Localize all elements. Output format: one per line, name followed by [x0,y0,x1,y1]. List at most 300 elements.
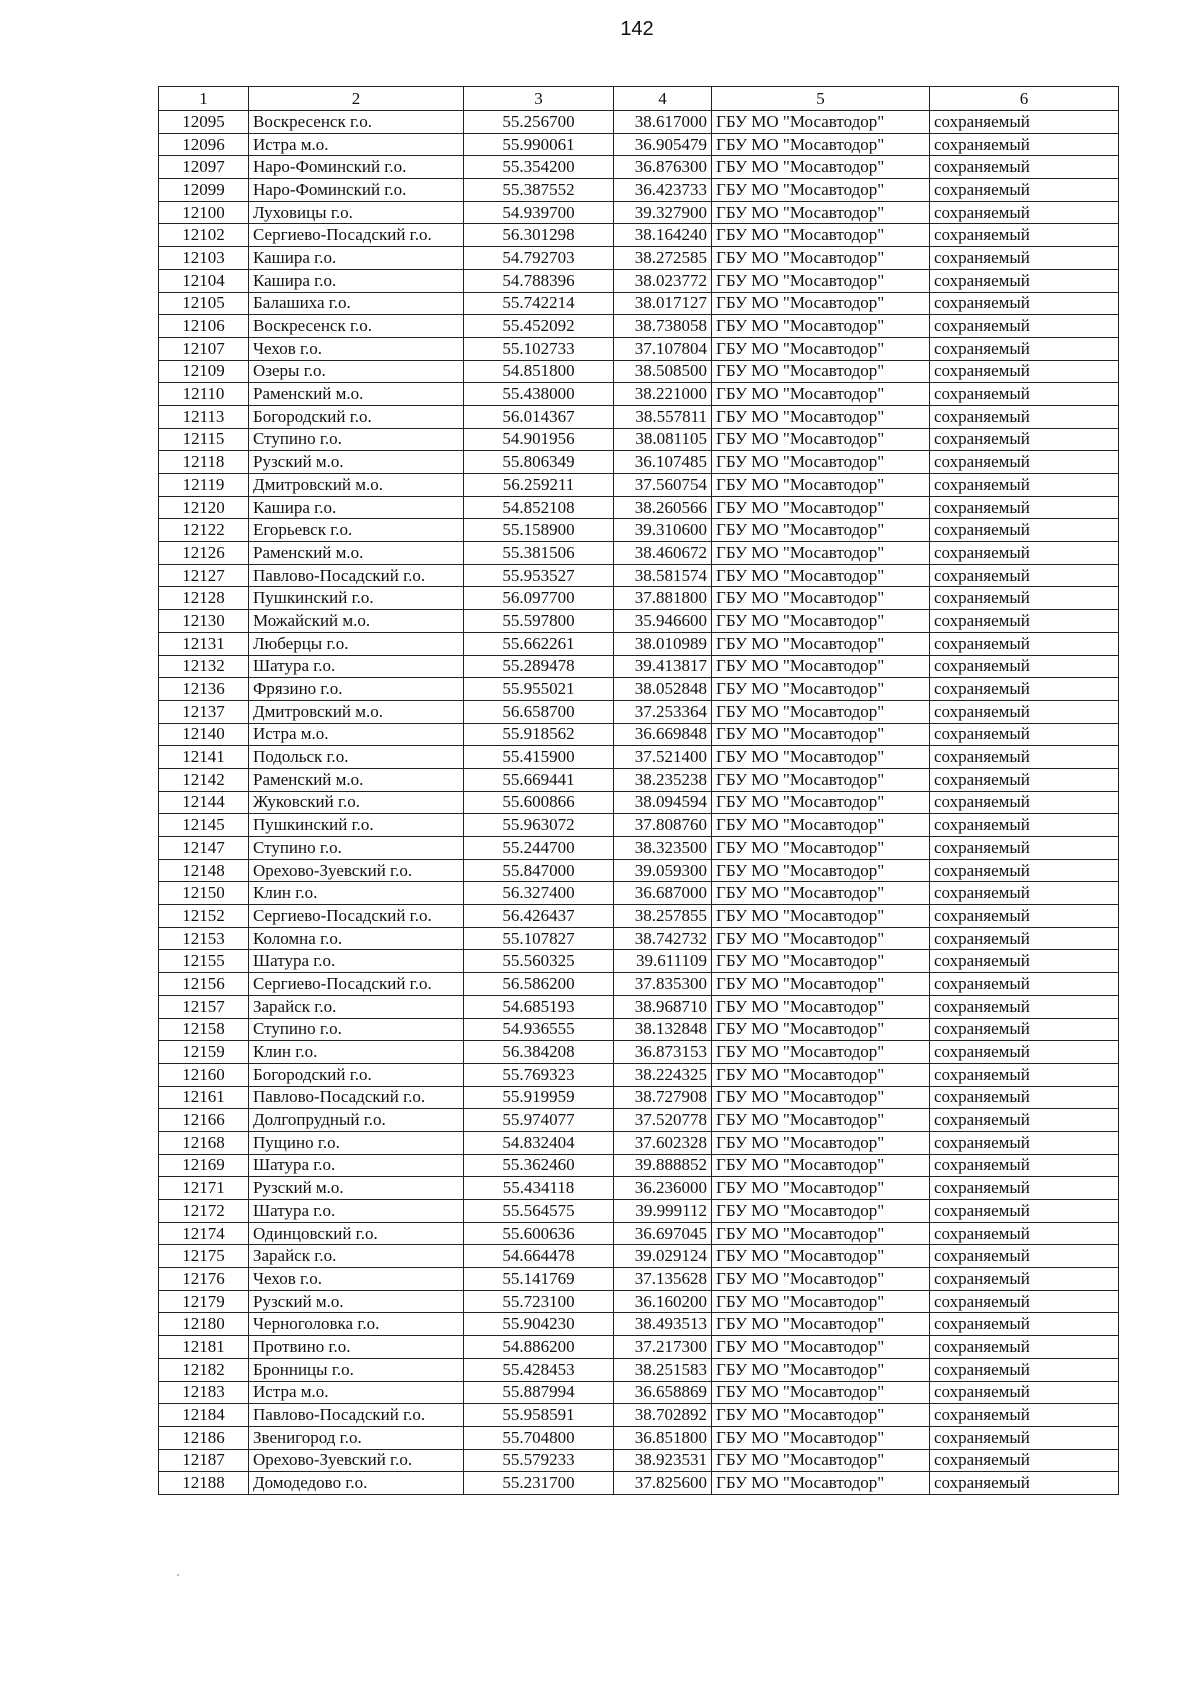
table-row [159,337,1119,360]
cell-number: 12113 [159,405,249,428]
cell-number: 12144 [159,791,249,814]
cell-status: сохраняемый [930,1018,1119,1041]
cell-municipality: Истра м.о. [249,723,464,746]
cell-number: 12160 [159,1063,249,1086]
cell-longitude: 36.851800 [614,1426,712,1449]
cell-municipality: Павлово-Посадский г.о. [249,1086,464,1109]
cell-status: сохраняемый [930,1426,1119,1449]
cell-longitude: 38.224325 [614,1063,712,1086]
cell-owner: ГБУ МО "Мосавтодор" [712,1313,930,1336]
cell-longitude: 38.923531 [614,1449,712,1472]
cell-owner: ГБУ МО "Мосавтодор" [712,360,930,383]
cell-number: 12104 [159,269,249,292]
cell-latitude: 55.387552 [464,179,614,202]
cell-latitude: 55.662261 [464,632,614,655]
cell-municipality: Зарайск г.о. [249,1245,464,1268]
cell-owner: ГБУ МО "Мосавтодор" [712,723,930,746]
cell-longitude: 37.253364 [614,700,712,723]
table-row [159,746,1119,769]
cell-owner: ГБУ МО "Мосавтодор" [712,655,930,678]
cell-owner: ГБУ МО "Мосавтодор" [712,1041,930,1064]
cell-latitude: 55.244700 [464,837,614,860]
column-header: 5 [712,87,930,111]
cell-number: 12119 [159,474,249,497]
table-row [159,1268,1119,1291]
table-row [159,995,1119,1018]
cell-municipality: Балашиха г.о. [249,292,464,315]
table-row [159,474,1119,497]
table-row [159,405,1119,428]
cell-status: сохраняемый [930,859,1119,882]
cell-latitude: 56.384208 [464,1041,614,1064]
cell-status: сохраняемый [930,1041,1119,1064]
cell-longitude: 38.164240 [614,224,712,247]
cell-owner: ГБУ МО "Мосавтодор" [712,1472,930,1495]
cell-number: 12176 [159,1268,249,1291]
cell-status: сохраняемый [930,111,1119,134]
cell-longitude: 38.272585 [614,247,712,270]
cell-municipality: Кашира г.о. [249,247,464,270]
cell-number: 12122 [159,519,249,542]
cell-longitude: 36.423733 [614,179,712,202]
cell-status: сохраняемый [930,927,1119,950]
table-row [159,882,1119,905]
cell-longitude: 38.094594 [614,791,712,814]
cell-owner: ГБУ МО "Мосавтодор" [712,632,930,655]
cell-owner: ГБУ МО "Мосавтодор" [712,315,930,338]
cell-number: 12169 [159,1154,249,1177]
cell-municipality: Шатура г.о. [249,950,464,973]
cell-longitude: 39.611109 [614,950,712,973]
cell-owner: ГБУ МО "Мосавтодор" [712,927,930,950]
cell-number: 12166 [159,1109,249,1132]
cell-owner: ГБУ МО "Мосавтодор" [712,519,930,542]
table-row [159,519,1119,542]
cell-longitude: 39.029124 [614,1245,712,1268]
cell-number: 12150 [159,882,249,905]
cell-status: сохраняемый [930,723,1119,746]
cell-status: сохраняемый [930,1245,1119,1268]
cell-municipality: Чехов г.о. [249,1268,464,1291]
table-row [159,723,1119,746]
cell-number: 12127 [159,564,249,587]
cell-status: сохраняемый [930,1290,1119,1313]
cell-status: сохраняемый [930,133,1119,156]
cell-number: 12131 [159,632,249,655]
cell-number: 12174 [159,1222,249,1245]
cell-longitude: 38.617000 [614,111,712,134]
cell-number: 12175 [159,1245,249,1268]
cell-number: 12099 [159,179,249,202]
cell-longitude: 36.873153 [614,1041,712,1064]
cell-number: 12137 [159,700,249,723]
cell-status: сохраняемый [930,610,1119,633]
cell-latitude: 54.886200 [464,1336,614,1359]
table-row [159,428,1119,451]
table-row [159,201,1119,224]
cell-owner: ГБУ МО "Мосавтодор" [712,1426,930,1449]
cell-municipality: Истра м.о. [249,1381,464,1404]
cell-longitude: 38.010989 [614,632,712,655]
table-row [159,451,1119,474]
table-row [159,973,1119,996]
cell-longitude: 38.023772 [614,269,712,292]
cell-latitude: 56.014367 [464,405,614,428]
cell-longitude: 37.520778 [614,1109,712,1132]
cell-longitude: 38.968710 [614,995,712,1018]
cell-latitude: 55.452092 [464,315,614,338]
cell-status: сохраняемый [930,995,1119,1018]
table-row [159,564,1119,587]
cell-owner: ГБУ МО "Мосавтодор" [712,1131,930,1154]
cell-owner: ГБУ МО "Мосавтодор" [712,542,930,565]
cell-latitude: 55.362460 [464,1154,614,1177]
cell-number: 12153 [159,927,249,950]
cell-status: сохраняемый [930,1222,1119,1245]
cell-latitude: 55.919959 [464,1086,614,1109]
cell-longitude: 38.742732 [614,927,712,950]
cell-owner: ГБУ МО "Мосавтодор" [712,428,930,451]
table-row [159,496,1119,519]
cell-number: 12159 [159,1041,249,1064]
cell-owner: ГБУ МО "Мосавтодор" [712,292,930,315]
cell-number: 12186 [159,1426,249,1449]
cell-status: сохраняемый [930,179,1119,202]
cell-latitude: 54.901956 [464,428,614,451]
cell-latitude: 55.887994 [464,1381,614,1404]
table-row [159,678,1119,701]
cell-municipality: Истра м.о. [249,133,464,156]
cell-longitude: 37.521400 [614,746,712,769]
cell-number: 12152 [159,905,249,928]
cell-municipality: Люберцы г.о. [249,632,464,655]
table-row [159,1041,1119,1064]
cell-longitude: 38.508500 [614,360,712,383]
cell-longitude: 37.881800 [614,587,712,610]
cell-number: 12181 [159,1336,249,1359]
cell-owner: ГБУ МО "Мосавтодор" [712,564,930,587]
cell-status: сохраняемый [930,405,1119,428]
cell-latitude: 54.936555 [464,1018,614,1041]
cell-longitude: 38.052848 [614,678,712,701]
cell-latitude: 55.354200 [464,156,614,179]
cell-latitude: 56.586200 [464,973,614,996]
cell-number: 12142 [159,768,249,791]
cell-owner: ГБУ МО "Мосавтодор" [712,950,930,973]
cell-municipality: Фрязино г.о. [249,678,464,701]
cell-number: 12141 [159,746,249,769]
table-row [159,587,1119,610]
cell-municipality: Пущино г.о. [249,1131,464,1154]
cell-latitude: 55.958591 [464,1404,614,1427]
cell-latitude: 55.704800 [464,1426,614,1449]
column-header: 1 [159,87,249,111]
cell-longitude: 36.905479 [614,133,712,156]
cell-number: 12172 [159,1200,249,1223]
cell-status: сохраняемый [930,474,1119,497]
cell-number: 12096 [159,133,249,156]
table-row [159,1063,1119,1086]
cell-longitude: 39.327900 [614,201,712,224]
cell-longitude: 35.946600 [614,610,712,633]
cell-longitude: 39.413817 [614,655,712,678]
cell-number: 12161 [159,1086,249,1109]
cell-latitude: 54.832404 [464,1131,614,1154]
cell-owner: ГБУ МО "Мосавтодор" [712,700,930,723]
cell-municipality: Жуковский г.о. [249,791,464,814]
cell-longitude: 39.059300 [614,859,712,882]
cell-owner: ГБУ МО "Мосавтодор" [712,111,930,134]
table-row [159,1086,1119,1109]
table-row [159,1426,1119,1449]
table-row [159,905,1119,928]
cell-owner: ГБУ МО "Мосавтодор" [712,496,930,519]
cell-status: сохраняемый [930,1336,1119,1359]
cell-municipality: Раменский м.о. [249,542,464,565]
cell-longitude: 37.135628 [614,1268,712,1291]
cell-status: сохраняемый [930,383,1119,406]
cell-number: 12126 [159,542,249,565]
cell-municipality: Протвино г.о. [249,1336,464,1359]
cell-latitude: 55.564575 [464,1200,614,1223]
cell-owner: ГБУ МО "Мосавтодор" [712,746,930,769]
cell-status: сохраняемый [930,837,1119,860]
cell-municipality: Черноголовка г.о. [249,1313,464,1336]
table-header-row [159,87,1119,111]
table-row [159,224,1119,247]
cell-latitude: 55.769323 [464,1063,614,1086]
cell-owner: ГБУ МО "Мосавтодор" [712,1381,930,1404]
column-header: 2 [249,87,464,111]
cell-owner: ГБУ МО "Мосавтодор" [712,995,930,1018]
table-row [159,542,1119,565]
cell-latitude: 54.664478 [464,1245,614,1268]
cell-owner: ГБУ МО "Мосавтодор" [712,905,930,928]
cell-latitude: 55.723100 [464,1290,614,1313]
cell-status: сохраняемый [930,632,1119,655]
cell-status: сохраняемый [930,814,1119,837]
cell-municipality: Дмитровский м.о. [249,474,464,497]
cell-status: сохраняемый [930,1449,1119,1472]
table-row [159,632,1119,655]
cell-longitude: 36.669848 [614,723,712,746]
cell-owner: ГБУ МО "Мосавтодор" [712,1222,930,1245]
cell-status: сохраняемый [930,1404,1119,1427]
cell-latitude: 55.847000 [464,859,614,882]
table-row [159,1154,1119,1177]
cell-latitude: 56.426437 [464,905,614,928]
cell-owner: ГБУ МО "Мосавтодор" [712,451,930,474]
cell-municipality: Воскресенск г.о. [249,111,464,134]
cell-latitude: 55.434118 [464,1177,614,1200]
cell-latitude: 55.231700 [464,1472,614,1495]
cell-longitude: 38.738058 [614,315,712,338]
cell-municipality: Сергиево-Посадский г.о. [249,224,464,247]
table-row [159,655,1119,678]
cell-number: 12188 [159,1472,249,1495]
cell-status: сохраняемый [930,269,1119,292]
cell-latitude: 55.600636 [464,1222,614,1245]
table-row [159,1018,1119,1041]
cell-municipality: Кашира г.о. [249,496,464,519]
cell-status: сохраняемый [930,905,1119,928]
column-header: 6 [930,87,1119,111]
cell-municipality: Шатура г.о. [249,1200,464,1223]
table-row [159,610,1119,633]
cell-status: сохраняемый [930,519,1119,542]
cell-owner: ГБУ МО "Мосавтодор" [712,1200,930,1223]
cell-municipality: Шатура г.о. [249,655,464,678]
cell-number: 12182 [159,1358,249,1381]
cell-status: сохраняемый [930,292,1119,315]
cell-latitude: 55.963072 [464,814,614,837]
cell-status: сохраняемый [930,1154,1119,1177]
cell-number: 12155 [159,950,249,973]
cell-number: 12180 [159,1313,249,1336]
cell-latitude: 55.990061 [464,133,614,156]
cell-owner: ГБУ МО "Мосавтодор" [712,587,930,610]
cell-longitude: 38.235238 [614,768,712,791]
cell-municipality: Бронницы г.о. [249,1358,464,1381]
cell-municipality: Луховицы г.о. [249,201,464,224]
cell-latitude: 55.806349 [464,451,614,474]
cell-municipality: Одинцовский г.о. [249,1222,464,1245]
cell-number: 12132 [159,655,249,678]
cell-longitude: 38.017127 [614,292,712,315]
cell-owner: ГБУ МО "Мосавтодор" [712,337,930,360]
cell-latitude: 55.955021 [464,678,614,701]
cell-latitude: 55.107827 [464,927,614,950]
cell-longitude: 38.260566 [614,496,712,519]
table-row [159,1313,1119,1336]
cell-owner: ГБУ МО "Мосавтодор" [712,1358,930,1381]
cell-latitude: 55.415900 [464,746,614,769]
cell-municipality: Коломна г.о. [249,927,464,950]
cell-number: 12184 [159,1404,249,1427]
cell-status: сохраняемый [930,1268,1119,1291]
cell-latitude: 55.600866 [464,791,614,814]
cell-longitude: 38.081105 [614,428,712,451]
table-row [159,1177,1119,1200]
column-header: 3 [464,87,614,111]
cell-owner: ГБУ МО "Мосавтодор" [712,1290,930,1313]
cell-number: 12145 [159,814,249,837]
cell-owner: ГБУ МО "Мосавтодор" [712,1336,930,1359]
cell-status: сохраняемый [930,768,1119,791]
cell-latitude: 56.097700 [464,587,614,610]
cell-latitude: 55.742214 [464,292,614,315]
cell-latitude: 55.158900 [464,519,614,542]
cell-municipality: Ступино г.о. [249,428,464,451]
cell-number: 12171 [159,1177,249,1200]
cell-municipality: Чехов г.о. [249,337,464,360]
cell-status: сохраняемый [930,973,1119,996]
cell-number: 12187 [159,1449,249,1472]
table-row [159,292,1119,315]
cell-municipality: Зарайск г.о. [249,995,464,1018]
cell-longitude: 38.727908 [614,1086,712,1109]
cell-longitude: 37.825600 [614,1472,712,1495]
cell-owner: ГБУ МО "Мосавтодор" [712,133,930,156]
cell-municipality: Ступино г.о. [249,837,464,860]
cell-municipality: Сергиево-Посадский г.о. [249,905,464,928]
cell-number: 12148 [159,859,249,882]
cell-municipality: Раменский м.о. [249,383,464,406]
cell-number: 12120 [159,496,249,519]
cell-owner: ГБУ МО "Мосавтодор" [712,678,930,701]
cell-municipality: Рузский м.о. [249,1177,464,1200]
cell-status: сохраняемый [930,1131,1119,1154]
cell-latitude: 55.953527 [464,564,614,587]
cell-latitude: 55.904230 [464,1313,614,1336]
cell-latitude: 55.428453 [464,1358,614,1381]
cell-latitude: 55.669441 [464,768,614,791]
cell-municipality: Дмитровский м.о. [249,700,464,723]
cell-status: сохраняемый [930,746,1119,769]
cell-longitude: 37.107804 [614,337,712,360]
cell-owner: ГБУ МО "Мосавтодор" [712,1245,930,1268]
cell-latitude: 54.852108 [464,496,614,519]
cell-status: сохраняемый [930,542,1119,565]
cell-latitude: 55.579233 [464,1449,614,1472]
cell-longitude: 39.999112 [614,1200,712,1223]
cell-status: сохраняемый [930,496,1119,519]
cell-owner: ГБУ МО "Мосавтодор" [712,179,930,202]
cell-owner: ГБУ МО "Мосавтодор" [712,973,930,996]
table-row [159,859,1119,882]
cell-latitude: 55.289478 [464,655,614,678]
cell-longitude: 37.808760 [614,814,712,837]
cell-longitude: 38.493513 [614,1313,712,1336]
cell-number: 12128 [159,587,249,610]
cell-longitude: 37.217300 [614,1336,712,1359]
cell-number: 12102 [159,224,249,247]
cell-longitude: 38.581574 [614,564,712,587]
cell-municipality: Долгопрудный г.о. [249,1109,464,1132]
cell-municipality: Воскресенск г.о. [249,315,464,338]
table-row [159,315,1119,338]
cell-latitude: 56.259211 [464,474,614,497]
cell-status: сохраняемый [930,678,1119,701]
table-row [159,1131,1119,1154]
cell-latitude: 56.658700 [464,700,614,723]
cell-municipality: Рузский м.о. [249,451,464,474]
data-table [158,86,1119,1495]
cell-municipality: Пушкинский г.о. [249,587,464,610]
cell-owner: ГБУ МО "Мосавтодор" [712,1063,930,1086]
cell-latitude: 56.327400 [464,882,614,905]
cell-latitude: 55.918562 [464,723,614,746]
cell-municipality: Богородский г.о. [249,405,464,428]
table-row [159,1404,1119,1427]
cell-municipality: Пушкинский г.о. [249,814,464,837]
cell-longitude: 36.107485 [614,451,712,474]
cell-number: 12097 [159,156,249,179]
table-row [159,269,1119,292]
cell-number: 12115 [159,428,249,451]
cell-number: 12103 [159,247,249,270]
cell-latitude: 55.560325 [464,950,614,973]
cell-number: 12130 [159,610,249,633]
cell-status: сохраняемый [930,1063,1119,1086]
column-header: 4 [614,87,712,111]
table-row [159,111,1119,134]
cell-status: сохраняемый [930,1109,1119,1132]
cell-owner: ГБУ МО "Мосавтодор" [712,405,930,428]
cell-municipality: Павлово-Посадский г.о. [249,564,464,587]
cell-status: сохраняемый [930,337,1119,360]
cell-latitude: 55.974077 [464,1109,614,1132]
